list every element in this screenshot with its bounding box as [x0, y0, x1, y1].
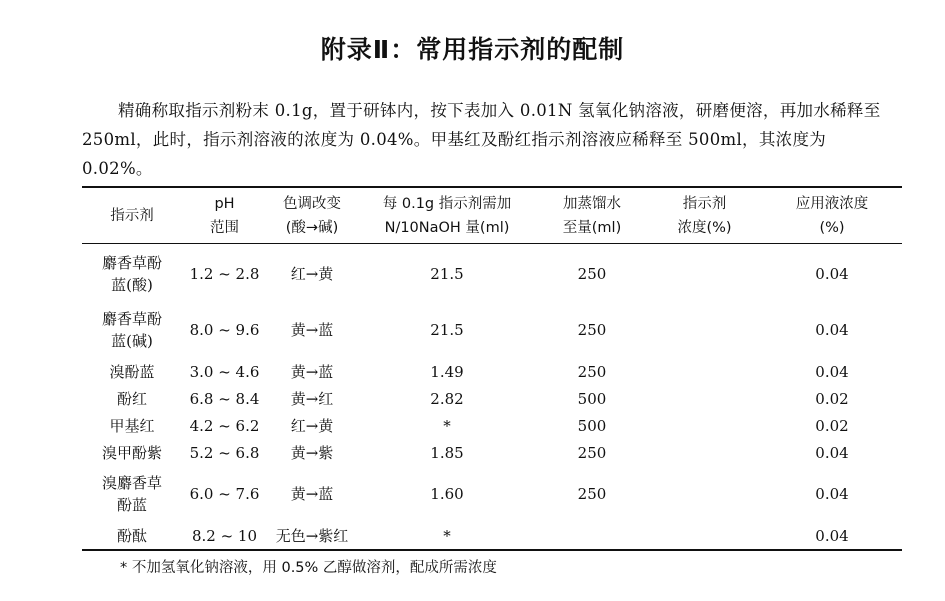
- cell-naoh-amount: 1.85: [430, 443, 464, 462]
- table-row: [82, 358, 902, 385]
- cell-indicator-name: 麝香草酚 蓝(碱): [101, 310, 162, 350]
- cell-indicator-name: 溴酚蓝: [109, 362, 155, 381]
- table-header-rule: [82, 243, 902, 244]
- header-cell-indicator: 指示剂: [110, 207, 154, 224]
- cell-water-volume: 250: [577, 443, 607, 462]
- header-row: [82, 189, 902, 242]
- header-cell-use-concentration: 应用液浓度 (%): [795, 195, 869, 236]
- cell-indicator-name: 溴麝香草 酚蓝: [101, 474, 162, 514]
- cell-ph-range: 6.0 ~ 7.6: [189, 485, 260, 503]
- cell-color-change: 无色→紫红: [275, 526, 349, 545]
- cell-color-change: 黄→紫: [290, 443, 334, 462]
- table-row: [82, 246, 902, 302]
- cell-water-volume: 500: [577, 389, 607, 408]
- table-bottom-rule: [82, 549, 902, 551]
- cell-ph-range: 4.2 ~ 6.2: [189, 416, 260, 435]
- intro-text: 精确称取指示剂粉末 0.1g，置于研钵内，按下表加入 0.01N 氢氧化钠溶液，研磨便溶，再加水稀释至 250ml，此时，指示剂溶液的浓度为 0.04%。甲基红及酚红指示剂溶液应稀释至 500ml，其浓度为 0.02%。: [82, 101, 881, 178]
- footnote: * 不加氢氧化钠溶液，用 0.5% 乙醇做溶剂，配成所需浓度: [120, 560, 497, 576]
- cell-ph-range: 3.0 ~ 4.6: [189, 362, 260, 381]
- cell-indicator-concentration: [647, 302, 762, 358]
- table-row: [82, 412, 902, 439]
- header-cell-water-volume: 加蒸馏水 至量(ml): [562, 195, 622, 236]
- header-cell-naoh-amount: 每 0.1g 指示剂需加 N/10NaOH 量(ml): [382, 195, 512, 236]
- cell-ph-range: 6.8 ~ 8.4: [189, 389, 260, 408]
- cell-use-concentration: 0.04: [815, 443, 849, 462]
- cell-color-change: 黄→蓝: [290, 485, 334, 503]
- cell-naoh-amount: 1.60: [430, 485, 464, 503]
- cell-use-concentration: 0.04: [815, 485, 849, 503]
- cell-indicator-name: 酚酞: [116, 526, 147, 545]
- cell-naoh-amount: 1.49: [430, 362, 464, 381]
- header-cell-color-change: 色调改变 (酸→碱): [283, 195, 341, 236]
- cell-indicator-concentration: [647, 358, 762, 385]
- table-body: [82, 246, 902, 549]
- cell-indicator-concentration: [647, 412, 762, 439]
- cell-naoh-amount: 21.5: [430, 321, 464, 339]
- cell-use-concentration: 0.04: [815, 362, 849, 381]
- cell-use-concentration: 0.04: [815, 321, 849, 339]
- cell-water-volume: 250: [577, 485, 607, 503]
- cell-use-concentration: 0.04: [815, 265, 849, 283]
- cell-use-concentration: 0.02: [815, 389, 849, 408]
- cell-water-volume: 500: [577, 416, 607, 435]
- cell-water-volume: 250: [577, 362, 607, 381]
- cell-indicator-name: 酚红: [116, 389, 147, 408]
- cell-water-volume: 250: [577, 265, 607, 283]
- cell-water-volume: [537, 522, 647, 549]
- cell-color-change: 黄→蓝: [290, 321, 334, 339]
- cell-indicator-name: 麝香草酚 蓝(酸): [101, 254, 162, 294]
- cell-indicator-concentration: [647, 246, 762, 302]
- cell-ph-range: 8.0 ~ 9.6: [189, 321, 260, 339]
- header-cell-indicator-concentration: 指示剂 浓度(%): [677, 195, 732, 236]
- cell-color-change: 黄→蓝: [290, 362, 334, 381]
- cell-naoh-amount: 21.5: [430, 265, 464, 283]
- header-cell-ph-range: pH 范围: [210, 195, 239, 236]
- cell-use-concentration: 0.02: [815, 416, 849, 435]
- cell-ph-range: 5.2 ~ 6.8: [189, 443, 260, 462]
- table-row: [82, 522, 902, 549]
- table-row: [82, 439, 902, 466]
- cell-naoh-amount: 2.82: [430, 389, 464, 408]
- cell-naoh-amount: *: [443, 526, 451, 545]
- cell-use-concentration: 0.04: [815, 526, 849, 545]
- cell-indicator-concentration: [647, 522, 762, 549]
- cell-ph-range: 8.2 ~ 10: [191, 526, 258, 545]
- table-row: [82, 302, 902, 358]
- table-header: [82, 189, 902, 242]
- cell-indicator-concentration: [647, 466, 762, 522]
- cell-water-volume: 250: [577, 321, 607, 339]
- cell-indicator-concentration: [647, 439, 762, 466]
- cell-indicator-name: 溴甲酚紫: [101, 443, 162, 462]
- table-row: [82, 385, 902, 412]
- table-row: [82, 466, 902, 522]
- table-top-rule: [82, 186, 902, 188]
- page-title: 附录Ⅱ：常用指示剂的配制: [320, 35, 625, 64]
- cell-color-change: 红→黄: [290, 416, 334, 435]
- intro-paragraph: [82, 96, 902, 183]
- cell-indicator-name: 甲基红: [109, 416, 155, 435]
- cell-color-change: 黄→红: [290, 389, 334, 408]
- cell-color-change: 红→黄: [290, 265, 334, 283]
- cell-naoh-amount: *: [443, 416, 451, 435]
- cell-indicator-concentration: [647, 385, 762, 412]
- cell-ph-range: 1.2 ~ 2.8: [189, 265, 260, 283]
